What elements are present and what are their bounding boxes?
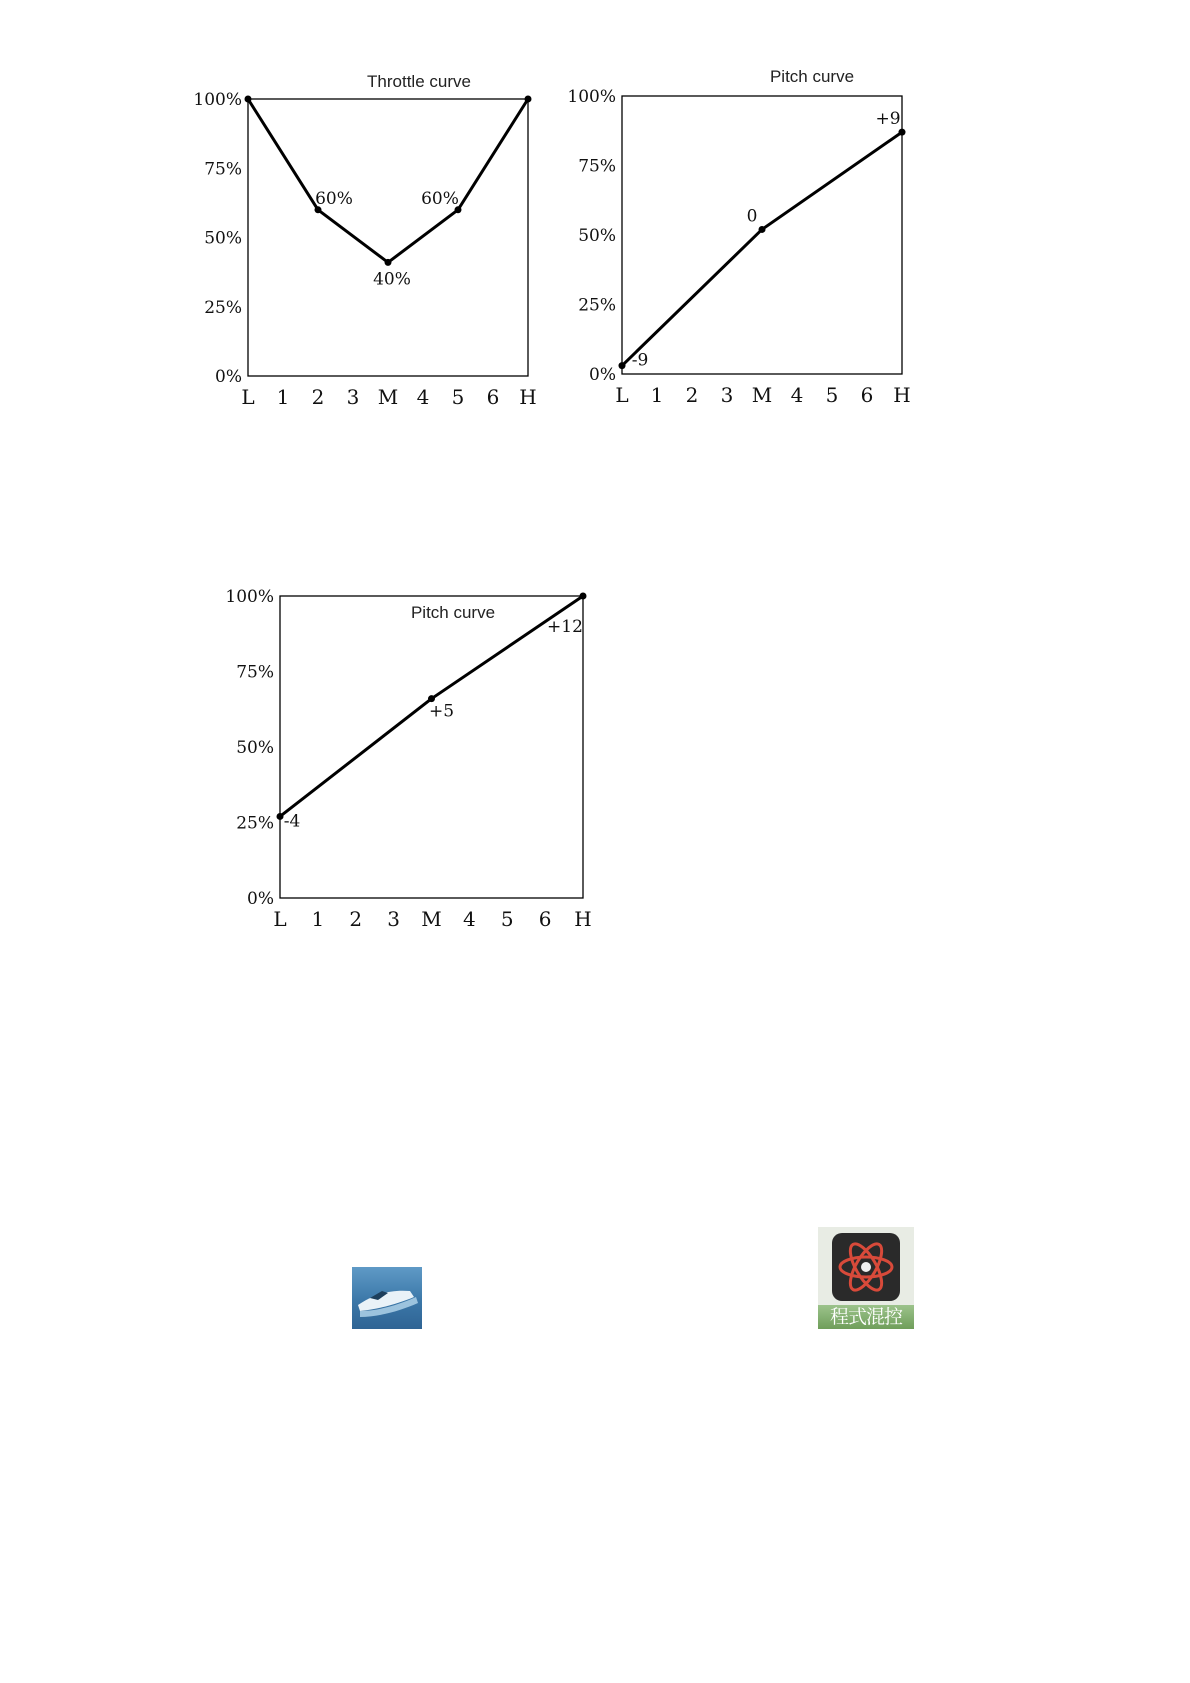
atom-orbit-icon <box>818 1227 914 1305</box>
speedboat-icon[interactable] <box>352 1267 422 1329</box>
x-tick-label: M <box>751 383 773 407</box>
speedboat-glyph <box>352 1267 422 1329</box>
data-label: -4 <box>283 811 301 832</box>
y-tick-label: 25% <box>204 297 242 318</box>
y-tick-label: 0% <box>247 889 274 909</box>
x-tick-label: 3 <box>346 385 360 409</box>
data-label: +9 <box>875 109 901 130</box>
y-tick-label: 0% <box>215 367 242 387</box>
x-tick-label: 6 <box>538 907 552 931</box>
x-tick-label: M <box>377 385 399 409</box>
y-tick-label: 50% <box>204 228 242 249</box>
x-tick-label: L <box>615 383 629 407</box>
data-point <box>899 129 906 136</box>
program-mix-icon[interactable] <box>818 1227 914 1329</box>
y-tick-label: 75% <box>204 159 242 180</box>
data-label: 60% <box>315 188 353 209</box>
x-tick-label: 1 <box>276 385 290 409</box>
curve-line <box>622 132 902 366</box>
x-tick-label: H <box>574 907 592 931</box>
x-tick-label: L <box>241 385 255 409</box>
pitch-curve-chart-top <box>567 55 990 450</box>
program-mix-caption: 程式混控 <box>818 1305 914 1329</box>
y-tick-label: 100% <box>193 90 242 110</box>
chart-title: Pitch curve <box>410 603 496 622</box>
plot-frame <box>248 99 528 376</box>
data-label: 40% <box>373 269 411 290</box>
data-label: 0 <box>746 206 758 227</box>
x-tick-label: 2 <box>685 383 699 407</box>
y-tick-label: 25% <box>236 813 274 834</box>
x-tick-label: 5 <box>825 383 839 407</box>
data-point <box>385 259 392 266</box>
x-tick-label: 4 <box>416 385 430 409</box>
x-tick-label: 5 <box>451 385 465 409</box>
curve-line <box>248 99 528 262</box>
x-tick-label: 6 <box>486 385 500 409</box>
throttle-curve-chart <box>193 60 585 450</box>
x-tick-label: 1 <box>311 907 325 931</box>
data-point <box>619 362 626 369</box>
pitch-curve-chart-bottom <box>225 587 655 1010</box>
y-tick-label: 75% <box>578 156 616 177</box>
x-tick-label: M <box>421 907 442 931</box>
plot-frame <box>280 596 583 898</box>
x-tick-label: 3 <box>720 383 734 407</box>
x-tick-label: 4 <box>463 907 476 931</box>
data-point <box>277 813 284 820</box>
y-tick-label: 100% <box>225 587 274 607</box>
chart-title: Pitch curve <box>769 67 855 86</box>
data-point <box>525 96 532 103</box>
data-point <box>759 226 766 233</box>
x-tick-label: L <box>273 907 287 931</box>
x-tick-label: 2 <box>349 907 363 931</box>
data-point <box>580 593 587 600</box>
x-tick-label: 1 <box>650 383 664 407</box>
x-tick-label: H <box>519 385 537 409</box>
data-label: +12 <box>547 617 583 637</box>
data-label: 60% <box>421 188 459 209</box>
x-tick-label: 5 <box>500 907 514 931</box>
x-tick-label: H <box>893 383 911 407</box>
x-tick-label: 3 <box>387 907 400 931</box>
chart-title: Throttle curve <box>367 72 471 91</box>
y-tick-label: 50% <box>578 226 616 246</box>
data-label: +5 <box>428 701 455 722</box>
x-tick-label: 4 <box>790 383 804 407</box>
y-tick-label: 50% <box>236 738 274 758</box>
data-point <box>245 96 252 103</box>
x-tick-label: 6 <box>860 383 874 407</box>
y-tick-label: 100% <box>567 87 616 107</box>
x-tick-label: 2 <box>311 385 325 409</box>
y-tick-label: 0% <box>589 365 616 385</box>
plot-frame <box>622 96 902 374</box>
data-label: -9 <box>631 350 649 371</box>
y-tick-label: 75% <box>236 662 274 683</box>
y-tick-label: 25% <box>578 295 616 316</box>
